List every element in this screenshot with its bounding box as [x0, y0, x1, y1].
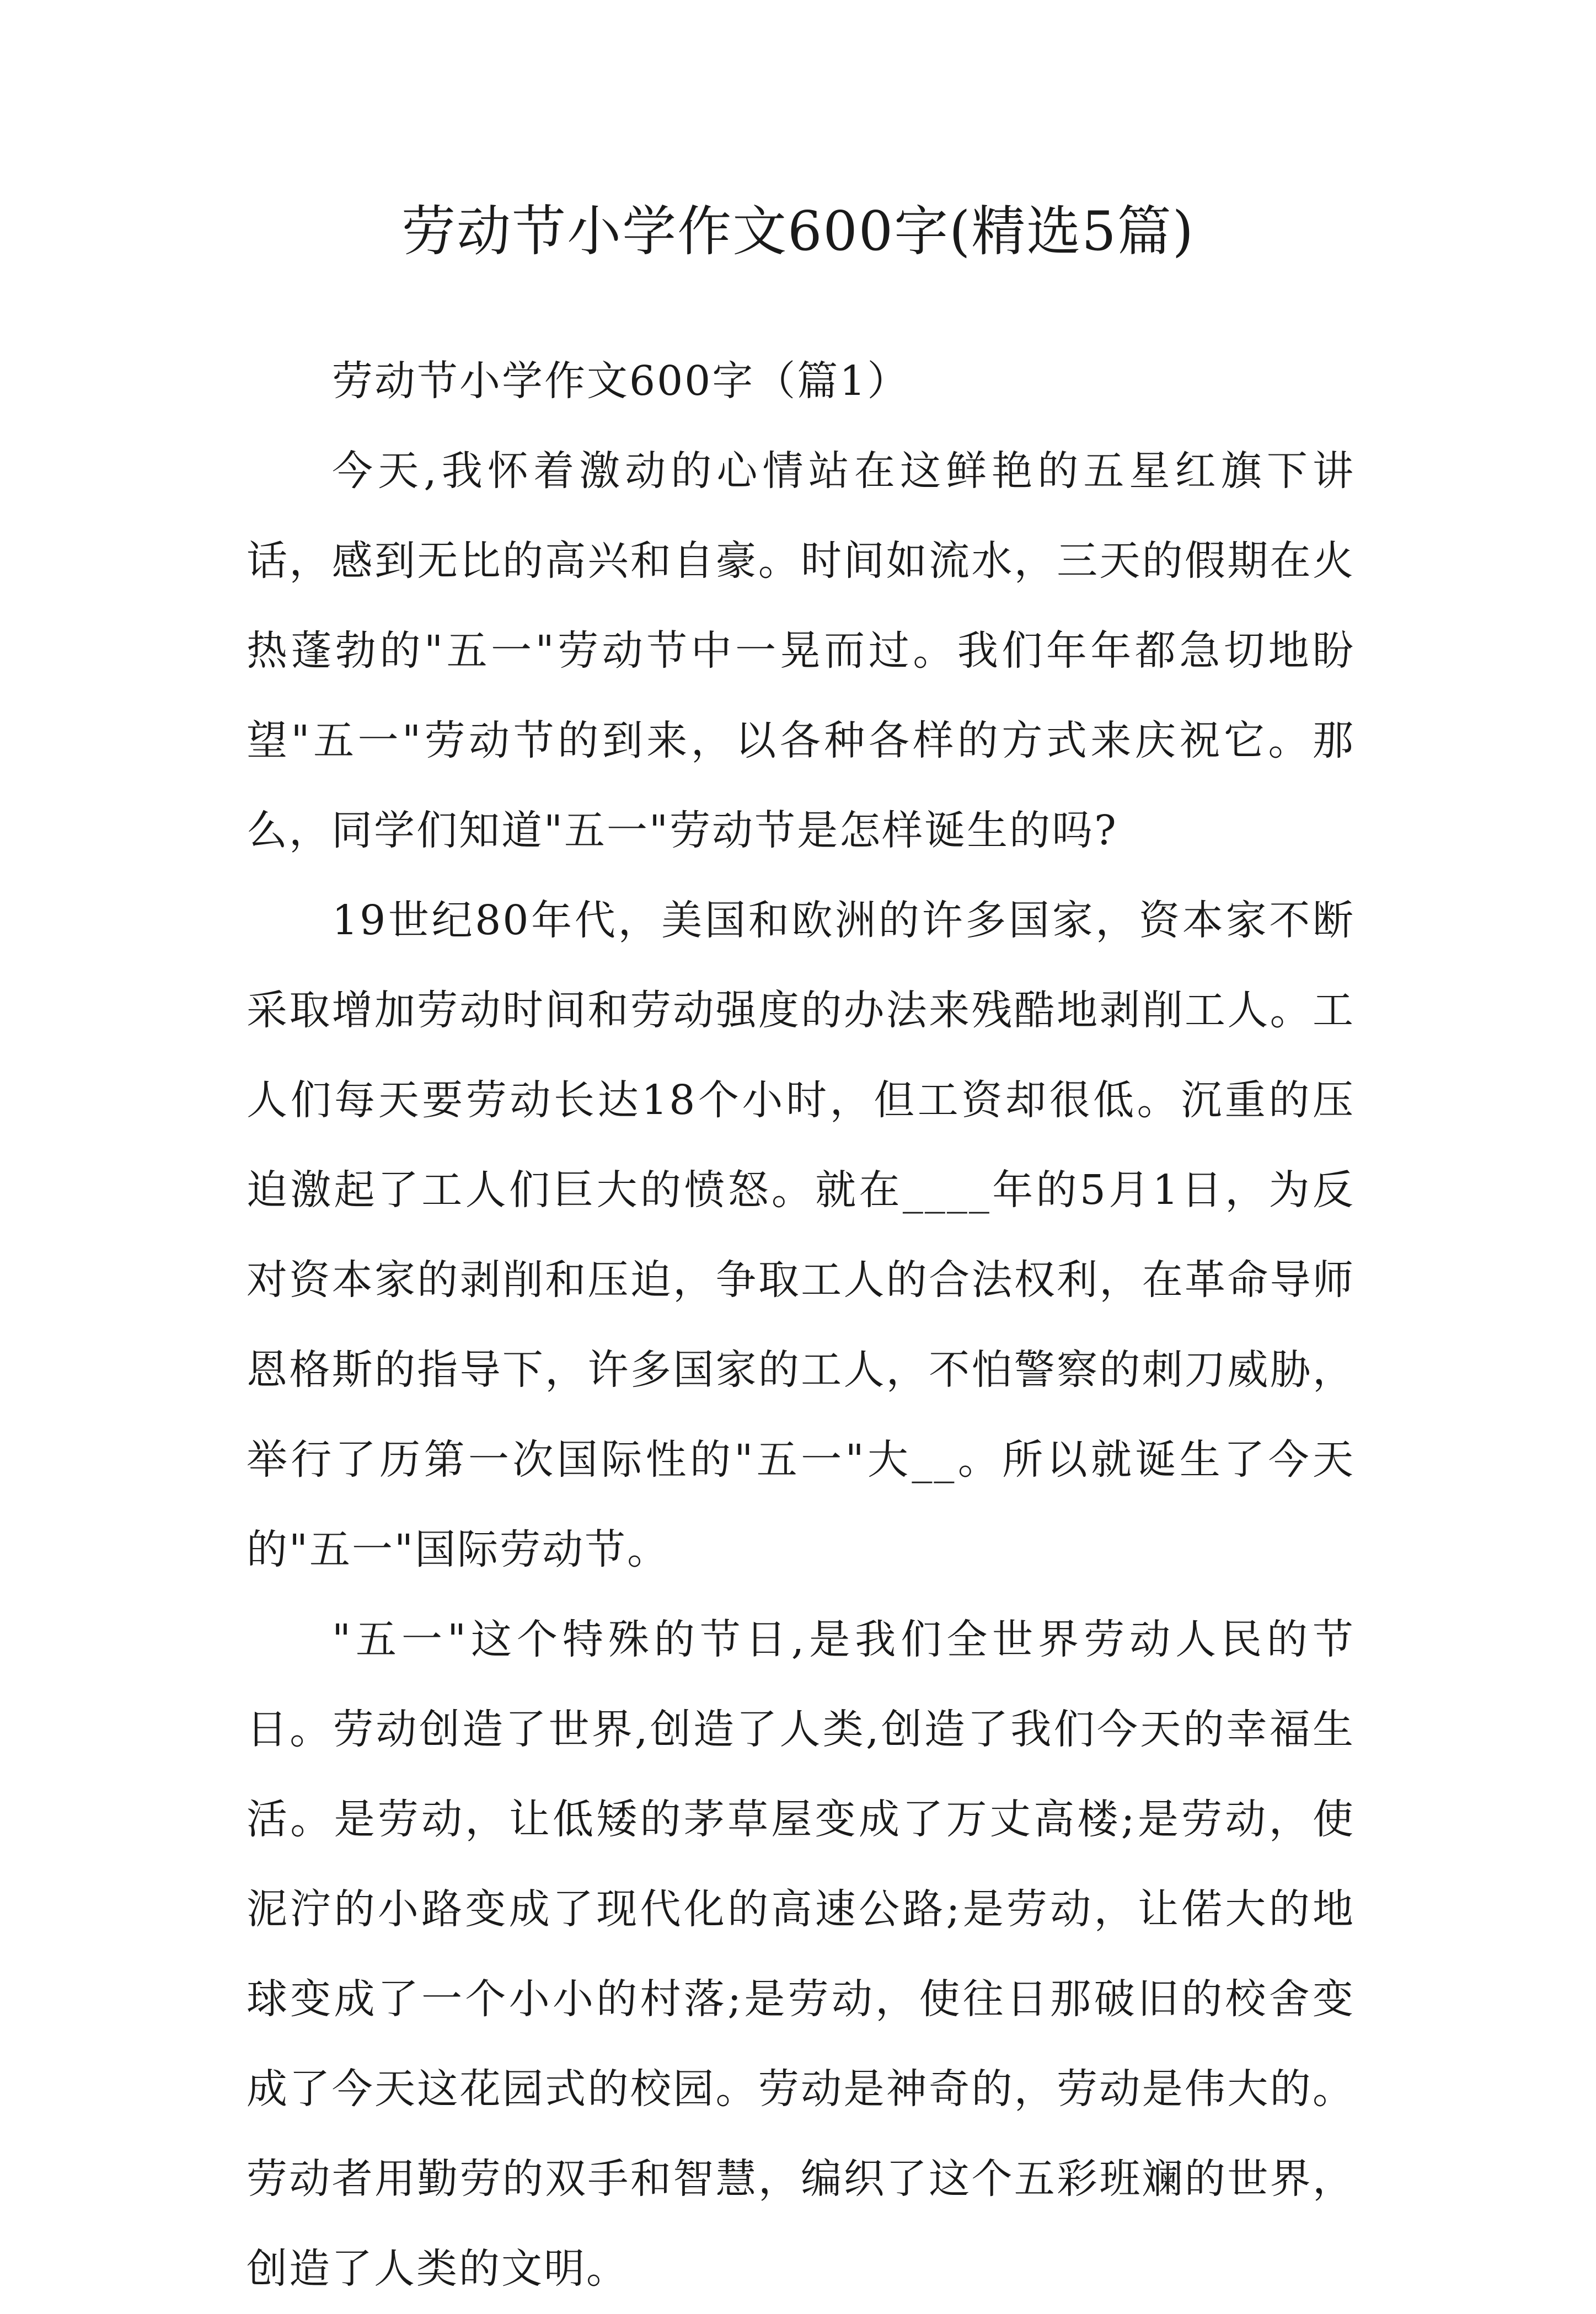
- section-heading: 劳动节小学作文600字（篇1）: [332, 357, 910, 405]
- paragraph-3: "五一"这个特殊的节日,是我们全世界劳动人民的节日。劳动创造了世界,创造了人类,创造了我们今天的幸福生活。是劳动，让低矮的茅草屋变成了万丈高楼;是劳动，使泥泞的小路变成了现代化的高速公路;是劳动，让偌大的地球变成了一个小小的村落;是劳动，使往日那破旧的校舍变成了今天这花园式的校园。劳动是神奇的，劳动是伟大的。劳动者用勤劳的双手和智慧，编织了这个五彩班斓的世界，创造了人类的文明。: [247, 1616, 1355, 2292]
- document-title: 劳动节小学作文600字(精选5篇): [401, 200, 1195, 263]
- paragraph-2: 19世纪80年代，美国和欧洲的许多国家，资本家不断采取增加劳动时间和劳动强度的办法来残酷地剥削工人。工人们每天要劳动长达18个小时，但工资却很低。沉重的压迫激起了工人们巨大的愤怒。就在____年的5月1日，为反对资本家的剥削和压迫，争取工人的合法权利，在革命导师恩格斯的指导下，许多国家的工人，不怕警察的刺刀威胁，举行了历第一次国际性的"五一"大__。所以就诞生了今天的"五一"国际劳动节。: [247, 897, 1355, 1573]
- document-body: [247, 336, 1355, 2314]
- paragraph-1: 今天,我怀着激动的心情站在这鲜艳的五星红旗下讲话，感到无比的高兴和自豪。时间如流水，三天的假期在火热蓬勃的"五一"劳动节中一晃而过。我们年年都急切地盼望"五一"劳动节的到来，以各种各样的方式来庆祝它。那么，同学们知道"五一"劳动节是怎样诞生的吗?: [247, 447, 1355, 854]
